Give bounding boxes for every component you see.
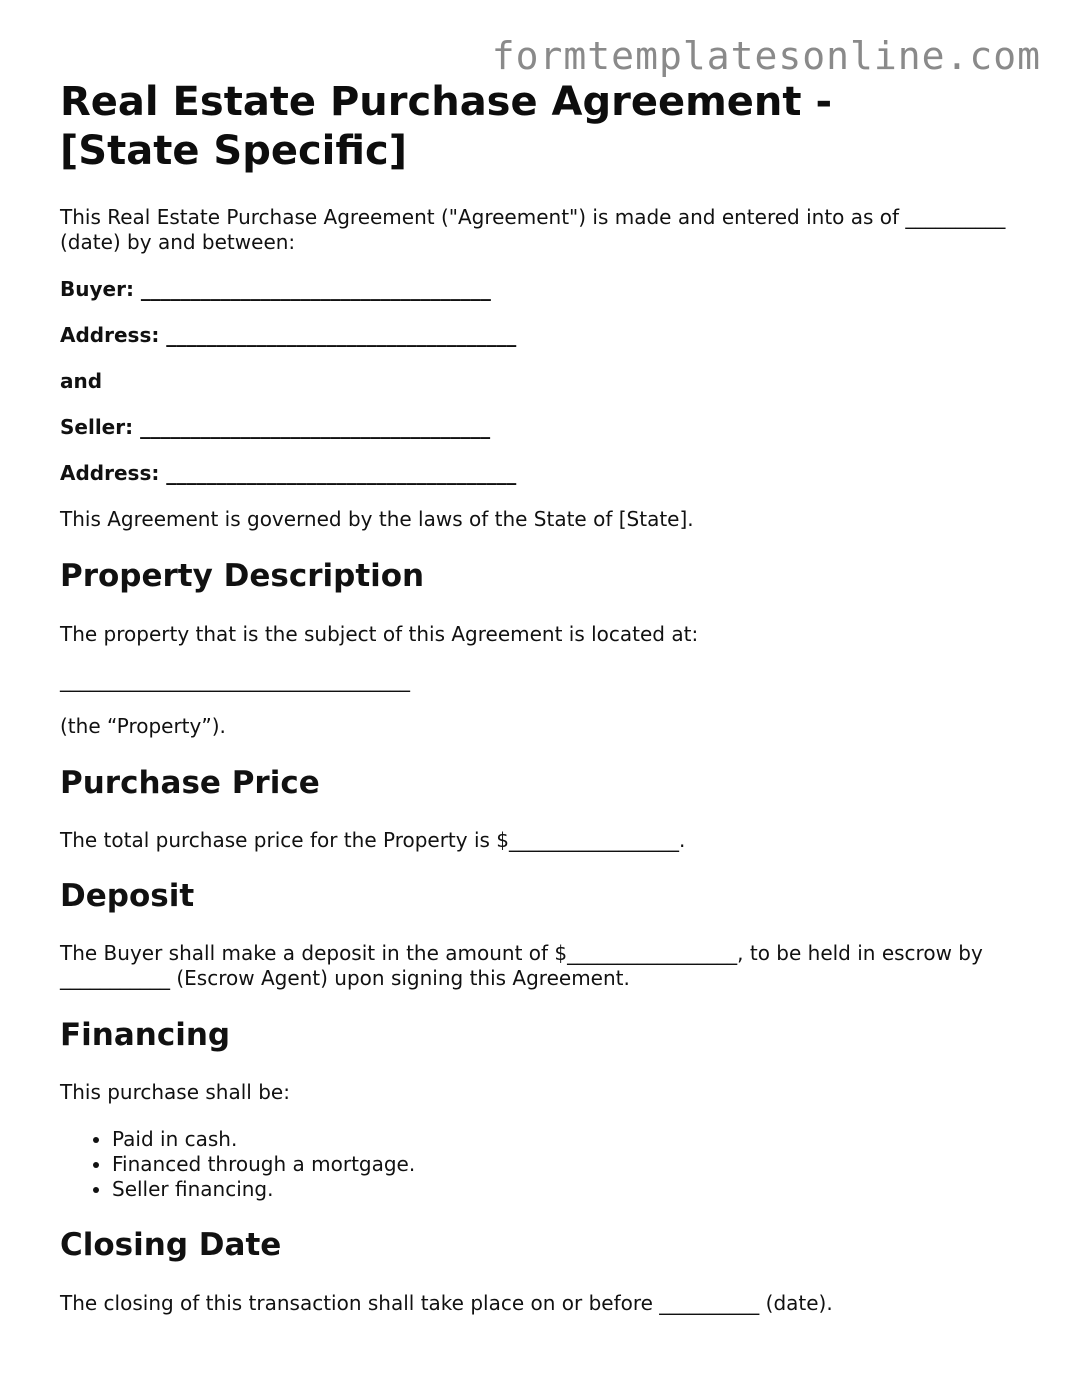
closing-date-text: The closing of this transaction shall take place on or before __________ (date). (60, 1291, 833, 1315)
financing-heading: Financing (60, 1017, 231, 1053)
financing-options-list (60, 1127, 415, 1202)
financing-option-seller: • Seller financing. (112, 1177, 415, 1202)
financing-text: This purchase shall be: (60, 1080, 290, 1104)
and-label: and (60, 369, 103, 393)
watermark: formtemplatesonline.com (491, 34, 1041, 78)
property-address-blank: ___________________________________ (60, 668, 410, 692)
property-heading: Property Description (60, 558, 425, 594)
buyer-field: Buyer: ___________________________________ (60, 277, 491, 301)
document-title: Real Estate Purchase Agreement - [State Specific] (60, 79, 833, 174)
financing-option-mortgage: • Financed through a mortgage. (112, 1152, 415, 1177)
seller-field: Seller: ___________________________________ (60, 415, 491, 439)
property-suffix: (the “Property”). (60, 714, 226, 738)
governing-law-text: This Agreement is governed by the laws of the State of [State]. (60, 507, 694, 531)
buyer-address-field: Address: ___________________________________ (60, 323, 517, 347)
purchase-price-heading: Purchase Price (60, 765, 320, 801)
intro-paragraph: This Real Estate Purchase Agreement ("Agreement") is made and entered into as of __________ (date) by and between: (60, 205, 1006, 254)
purchase-price-text: The total purchase price for the Property is $_________________. (60, 828, 686, 852)
financing-option-cash: • Paid in cash. (112, 1127, 415, 1152)
seller-address-field: Address: ___________________________________ (60, 461, 517, 485)
deposit-heading: Deposit (60, 878, 195, 914)
property-text: The property that is the subject of this Agreement is located at: (60, 622, 699, 646)
deposit-text: The Buyer shall make a deposit in the amount of $_________________, to be held in escrow by ___________ (Escrow Agent) upon signing this Agreement. (60, 941, 983, 990)
closing-date-heading: Closing Date (60, 1227, 282, 1263)
